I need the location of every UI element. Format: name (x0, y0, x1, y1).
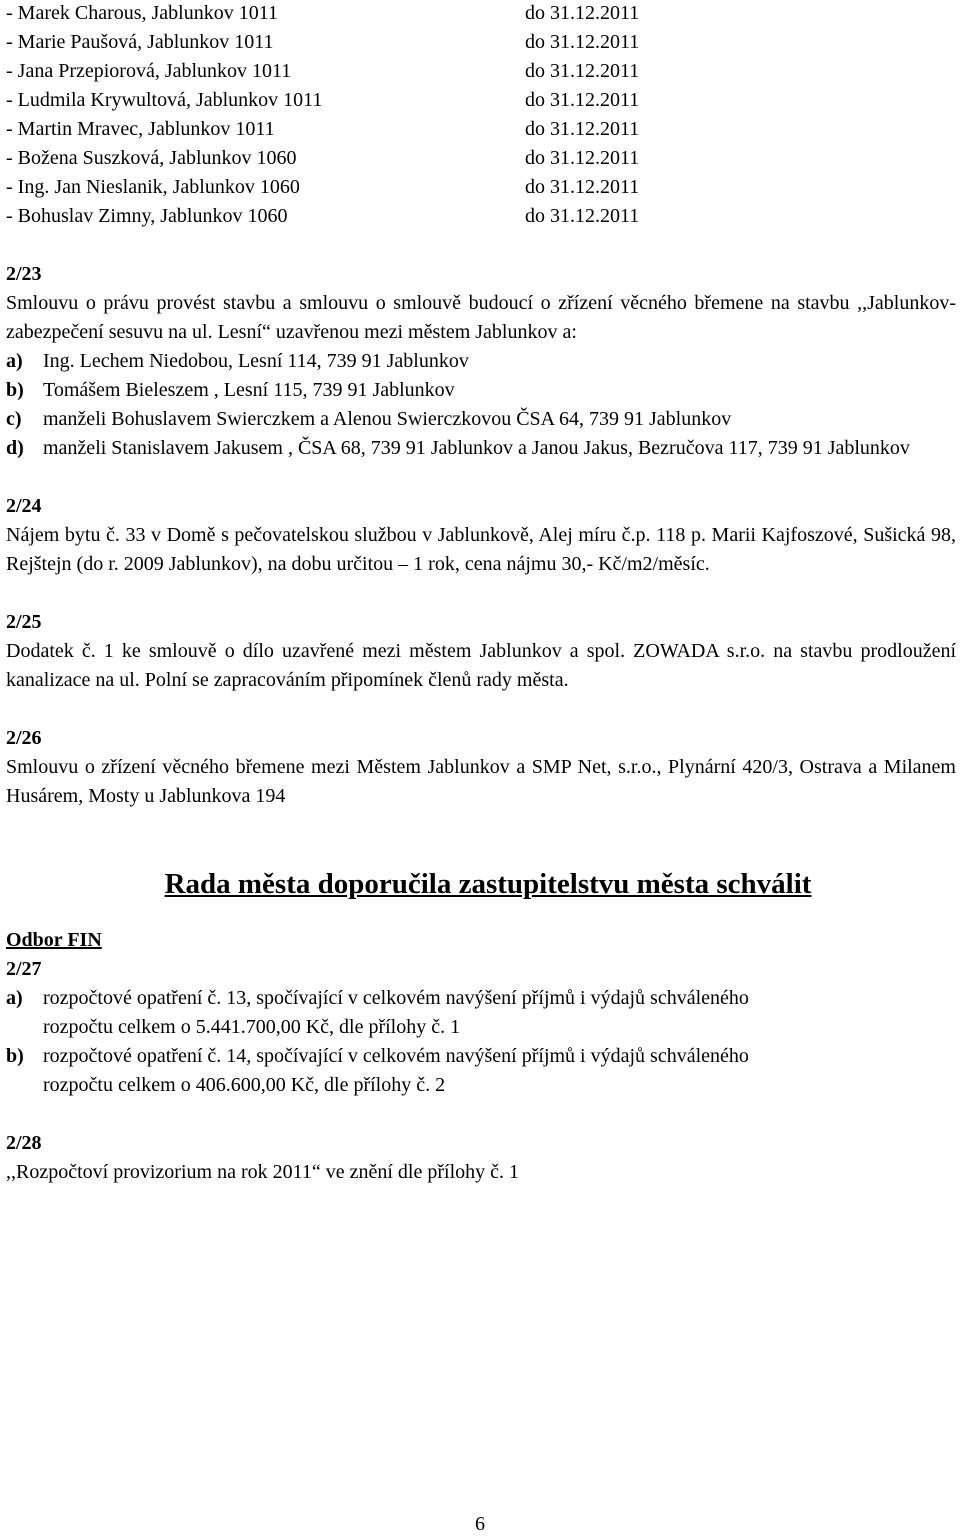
person-name: - Božena Suszková, Jablunkov 1060 (6, 147, 297, 169)
section-heading: Rada města doporučila zastupitelstvu města schválit (164, 868, 812, 900)
item-text: rozpočtu celkem o 5.441.700,00 Kč, dle přílohy č. 1 (43, 1016, 461, 1038)
item-label: b) (6, 379, 24, 401)
item-text: rozpočtu celkem o 406.600,00 Kč, dle přílohy č. 2 (43, 1074, 446, 1096)
item-label: d) (6, 437, 24, 459)
list-item (6, 115, 956, 144)
resolution-2-25 (6, 608, 956, 695)
item-text: manželi Stanislavem Jakusem , ČSA 68, 739 91 Jablunkov a Janou Jakus, Bezručova 117, 739 91 Jablunkov (43, 437, 910, 459)
resolution-text: Dodatek č. 1 ke smlouvě o dílo uzavřené mezi městem Jablunkov a spol. ZOWADA s.r.o. na stavbu prodloužení kanalizace na ul. Polní se zapracováním připomínek členů rady města. (6, 640, 956, 691)
list-item (6, 28, 956, 57)
validity-date: do 31.12.2011 (525, 176, 640, 198)
resolution-number: 2/24 (6, 495, 42, 517)
resolution-2-26 (6, 724, 956, 811)
list-item (6, 376, 956, 405)
list-item (6, 202, 956, 231)
resolution-number: 2/27 (6, 958, 42, 980)
person-name: - Marek Charous, Jablunkov 1011 (6, 2, 278, 24)
list-item (6, 405, 956, 434)
resolution-number: 2/23 (6, 263, 42, 285)
validity-date: do 31.12.2011 (525, 89, 640, 111)
resolution-number: 2/26 (6, 727, 42, 749)
person-name: - Bohuslav Zimny, Jablunkov 1060 (6, 205, 288, 227)
department-title: Odbor FIN (6, 929, 102, 951)
validity-date: do 31.12.2011 (525, 31, 640, 53)
person-name: - Martin Mravec, Jablunkov 1011 (6, 118, 275, 140)
item-label: a) (6, 350, 23, 372)
person-name: - Ludmila Krywultová, Jablunkov 1011 (6, 89, 323, 111)
validity-date: do 31.12.2011 (525, 60, 640, 82)
validity-date: do 31.12.2011 (525, 118, 640, 140)
person-list (6, 0, 956, 231)
resolution-text: Smlouvu o zřízení věcného břemene mezi Městem Jablunkov a SMP Net, s.r.o., Plynární 420/3, Ostrava a Milanem Husárem, Mosty u Jablunkova 194 (6, 756, 956, 807)
item-label: a) (6, 987, 23, 1009)
item-text: rozpočtové opatření č. 14, spočívající v celkovém navýšení příjmů i výdajů schváleného (43, 1045, 749, 1067)
resolution-text: ,,Rozpočtoví provizorium na rok 2011“ ve znění dle přílohy č. 1 (6, 1161, 520, 1183)
validity-date: do 31.12.2011 (525, 205, 640, 227)
person-name: - Marie Paušová, Jablunkov 1011 (6, 31, 274, 53)
list-item (6, 1042, 956, 1100)
item-label: b) (6, 1045, 24, 1067)
resolution-2-24 (6, 492, 956, 579)
list-item (6, 57, 956, 86)
resolution-text: Nájem bytu č. 33 v Domě s pečovatelskou službou v Jablunkově, Alej míru č.p. 118 p. Marii Kajfoszové, Sušická 98, Rejštejn (do r. 2009 Jablunkov), na dobu určitou – 1 rok, cena nájmu 30,- Kč/m2/měsíc. (6, 524, 956, 575)
resolution-2-27 (6, 955, 956, 1100)
list-item (6, 347, 956, 376)
document-page (6, 0, 956, 1187)
person-name: - Ing. Jan Nieslanik, Jablunkov 1060 (6, 176, 300, 198)
list-item (6, 173, 956, 202)
resolution-2-28 (6, 1129, 956, 1187)
resolution-number: 2/25 (6, 611, 42, 633)
list-item (6, 0, 956, 28)
person-name: - Jana Przepiorová, Jablunkov 1011 (6, 60, 292, 82)
resolution-number: 2/28 (6, 1132, 42, 1154)
validity-date: do 31.12.2011 (525, 147, 640, 169)
item-text: rozpočtové opatření č. 13, spočívající v celkovém navýšení příjmů i výdajů schváleného (43, 987, 749, 1009)
item-text: Tomášem Bieleszem , Lesní 115, 739 91 Jablunkov (43, 379, 455, 401)
resolution-text: Smlouvu o právu provést stavbu a smlouvu o smlouvě budoucí o zřízení věcného břemene na stavbu ,,Jablunkov- zabezpečení sesuvu na ul. Lesní“ uzavřenou mezi městem Jablunkov a: (6, 292, 956, 343)
item-text: Ing. Lechem Niedobou, Lesní 114, 739 91 Jablunkov (43, 350, 469, 372)
list-item (6, 984, 956, 1042)
list-item (6, 144, 956, 173)
item-text: manželi Bohuslavem Swierczkem a Alenou Swierczkovou ČSA 64, 739 91 Jablunkov (43, 408, 732, 430)
resolution-2-23 (6, 260, 956, 463)
list-item (6, 86, 956, 115)
page-number: 6 (475, 1513, 485, 1535)
item-label: c) (6, 408, 22, 430)
list-item (6, 434, 956, 463)
validity-date: do 31.12.2011 (525, 2, 640, 24)
